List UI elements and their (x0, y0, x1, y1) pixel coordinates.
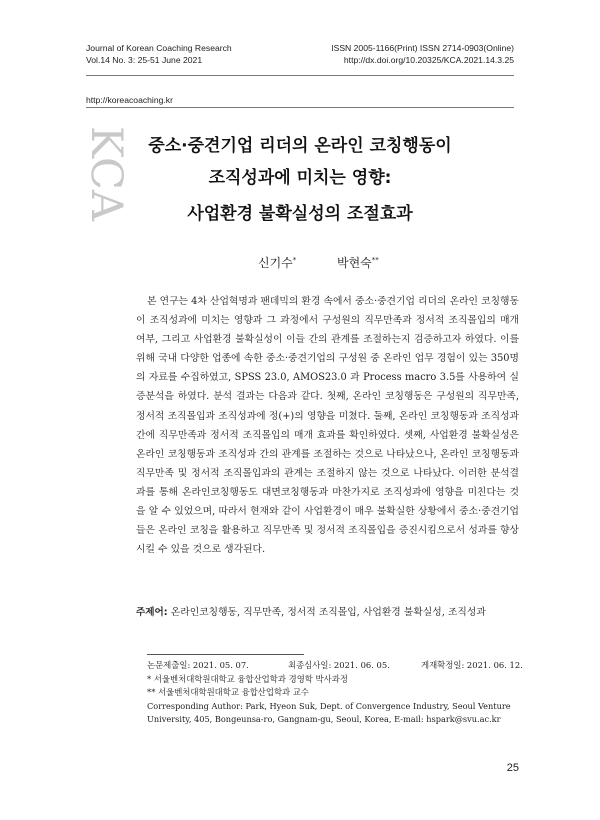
footnotes (147, 659, 523, 727)
svg-text:KCA: KCA (81, 126, 131, 221)
article-title-line-2: 조직성과에 미치는 영향: (208, 168, 392, 188)
journal-url[interactable]: http://koreacoaching.kr (86, 95, 173, 105)
doi-link[interactable]: http://dx.doi.org/10.20325/KCA.2021.14.3.25 (343, 55, 514, 65)
author-2: 박현숙** (337, 256, 379, 270)
issn-info: ISSN 2005-1166(Print) ISSN 2714-0903(Online) (331, 43, 514, 53)
affiliation-2: ** 서울벤처대학원대학교 융합산업학과 교수 (147, 687, 309, 697)
submitted-date: 논문제출일: 2021. 05. 07. (147, 660, 249, 670)
corresponding-author: Corresponding Author: Park, Hyeon Suk, Dept. of Convergence Industry, Seoul Venture University, 405, Bongeunsa-ro, Gangnam-gu, Seoul, Korea, E-mail: hspark@svu.ac.kr (147, 700, 511, 724)
article-title-line-1: 중소·중견기업 리더의 온라인 코칭행동이 (148, 136, 452, 156)
affiliation-1: * 서울벤처대학원대학교 융합산업학과 경영학 박사과정 (147, 673, 348, 684)
keywords-text: 온라인코칭행동, 직무만족, 정서적 조직몰입, 사업환경 불확실성, 조직성과 (170, 607, 486, 618)
journal-name: Journal of Korean Coaching Research (86, 43, 232, 53)
accepted-date: 게재확정일: 2021. 06. 12. (421, 660, 523, 670)
footnote-divider (147, 654, 304, 655)
page-number: 25 (506, 762, 519, 774)
header-divider-top (86, 75, 514, 76)
author-list (0, 254, 600, 274)
abstract-text: 본 연구는 4차 산업혁명과 팬데믹의 환경 속에서 중소·중견기업 리더의 온라인 코칭행동이 조직성과에 미치는 영향과 그 과정에서 구성원의 직무만족과 정서적 조직몰입의 매개 여부, 그리고 사업환경 불확실성이 이들 간의 관계를 조절하는지 검증하고자 하였다. 이를 위해 국내 다양한 업종에 속한 중소·중견기업의 구성원 중 온라인 업무 경험이 있는 350명의 자료를 수집하였고, SPSS 23.0, AMOS23.0 과 Process macro 3.5를 사용하여 실증분석을 하였다. 분석 결과는 다음과 같다. 첫째, 온라인 코칭행동은 구성원의 직무만족, 정서적 조직몰입과 조직성과에 정(+)의 영향을 미쳤다. 둘째, 온라인 코칭행동과 조직성과 간에 직무만족과 정서적 조직몰입의 매개 효과를 확인하였다. 셋째, 사업환경 불확실성은 온라인 코칭행동과 조직성과 간의 관계를 조절하는 것으로 나타났으나, 온라인 코칭행동과 직무만족 및 정서적 조직몰입과의 관계는 조절하지 않는 것으로 나타났다. 이러한 분석결과를 통해 온라인코칭행동도 대면코칭행동과 마찬가지로 조직성과에 영향을 미친다는 것을 알 수 있었으며, 따라서 현재와 같이 사업환경이 매우 불확실한 상황에서 중소·중견기업들은 온라인 코칭을 활용하고 직무만족 및 정서적 조직몰입을 증진시킴으로서 성과를 향상시킬 수 있을 것으로 생각된다. (136, 296, 519, 556)
header-left (86, 42, 232, 66)
volume-info: Vol.14 No. 3: 25-51 June 2021 (86, 55, 203, 65)
article-title-line-3: 사업환경 불확실성의 조절효과 (187, 204, 413, 224)
author-1: 신기수* (258, 256, 297, 270)
article-dates (147, 659, 523, 673)
header-divider-bottom (86, 107, 514, 108)
reviewed-date: 최종심사일: 2021. 06. 05. (288, 660, 390, 670)
header-right (331, 42, 514, 66)
keywords-block (136, 603, 521, 622)
keywords-label: 주제어: (136, 607, 168, 618)
